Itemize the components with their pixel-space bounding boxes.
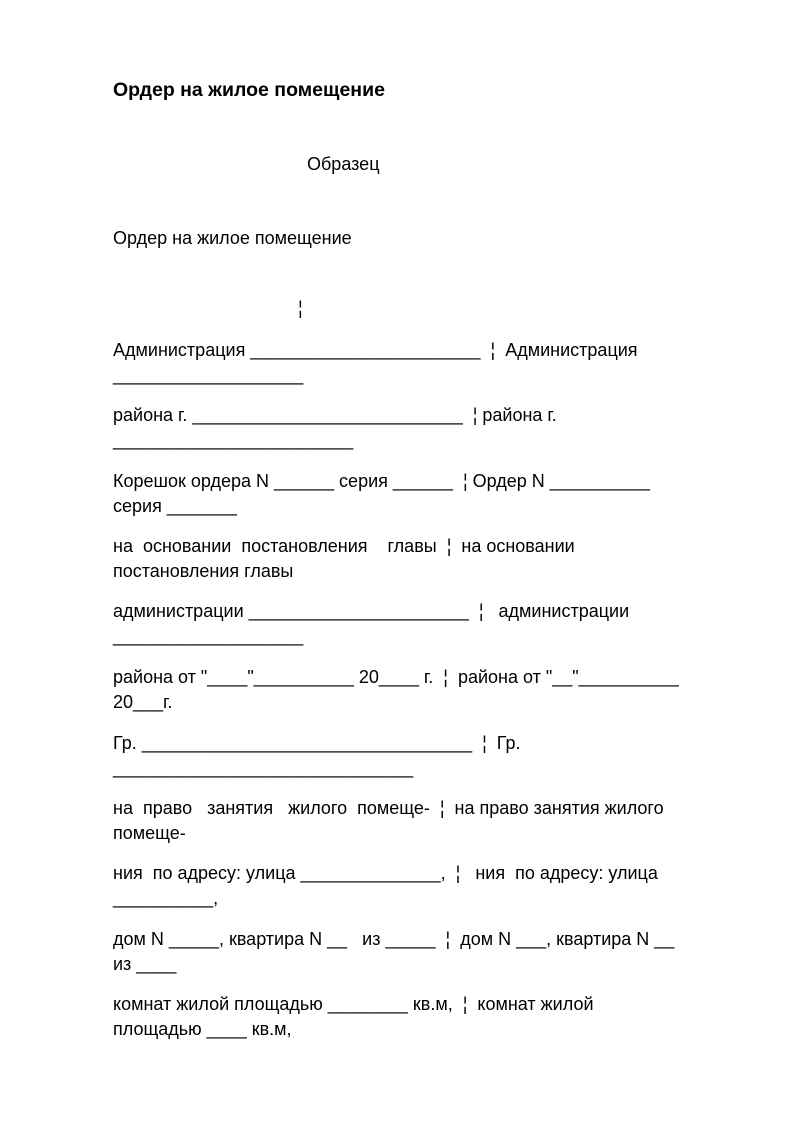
paragraph-right-to-occupy: [113, 796, 753, 846]
line: комнат жилой площадью ________ кв.м, ¦ комнат жилой: [113, 994, 594, 1014]
line: площадью ____ кв.м,: [113, 1019, 292, 1039]
line: Администрация _______________________ ¦ Администрация: [113, 340, 638, 360]
line: Корешок ордера N ______ серия ______ ¦ Ордер N __________: [113, 471, 650, 491]
line: 20___г.: [113, 692, 173, 712]
line: ________________________: [113, 430, 354, 450]
paragraph-district-city: [113, 403, 753, 453]
order-subtitle: Ордер на жилое помещение: [113, 228, 352, 248]
paragraph-living-area: [113, 992, 753, 1042]
line: района г. ___________________________ ¦ района г.: [113, 405, 557, 425]
paragraph-address-street: [113, 861, 753, 911]
line: района от "____"__________ 20____ г. ¦ района от "__"__________: [113, 667, 679, 687]
line: серия _______: [113, 496, 237, 516]
line: Гр. _________________________________ ¦ Гр.: [113, 733, 521, 753]
line: на основании постановления главы ¦ на основании: [113, 536, 575, 556]
sample-label: Образец: [307, 154, 380, 174]
line: из ____: [113, 954, 177, 974]
line: на право занятия жилого помеще- ¦ на право занятия жилого: [113, 798, 664, 818]
line: ___________________: [113, 626, 304, 646]
line: дом N _____, квартира N __ из _____ ¦ дом N ___, квартира N __: [113, 929, 675, 949]
line: администрации ______________________ ¦ администрации: [113, 601, 630, 621]
paragraph-stub-number: [113, 469, 753, 519]
paragraph-house-apartment: [113, 927, 753, 977]
line: __________,: [113, 888, 219, 908]
column-separator: ¦: [298, 298, 303, 318]
paragraph-resolution: [113, 534, 753, 584]
line: постановления главы: [113, 561, 294, 581]
line: ния по адресу: улица ______________, ¦ ния по адресу: улица: [113, 863, 658, 883]
paragraph-administration: [113, 338, 753, 388]
paragraph-date: [113, 665, 753, 715]
document-heading: Ордер на жилое помещение: [113, 79, 385, 101]
paragraph-citizen: [113, 731, 753, 781]
line: ___________________: [113, 365, 304, 385]
line: помеще-: [113, 823, 186, 843]
paragraph-administration-name: [113, 599, 753, 649]
line: ______________________________: [113, 758, 414, 778]
